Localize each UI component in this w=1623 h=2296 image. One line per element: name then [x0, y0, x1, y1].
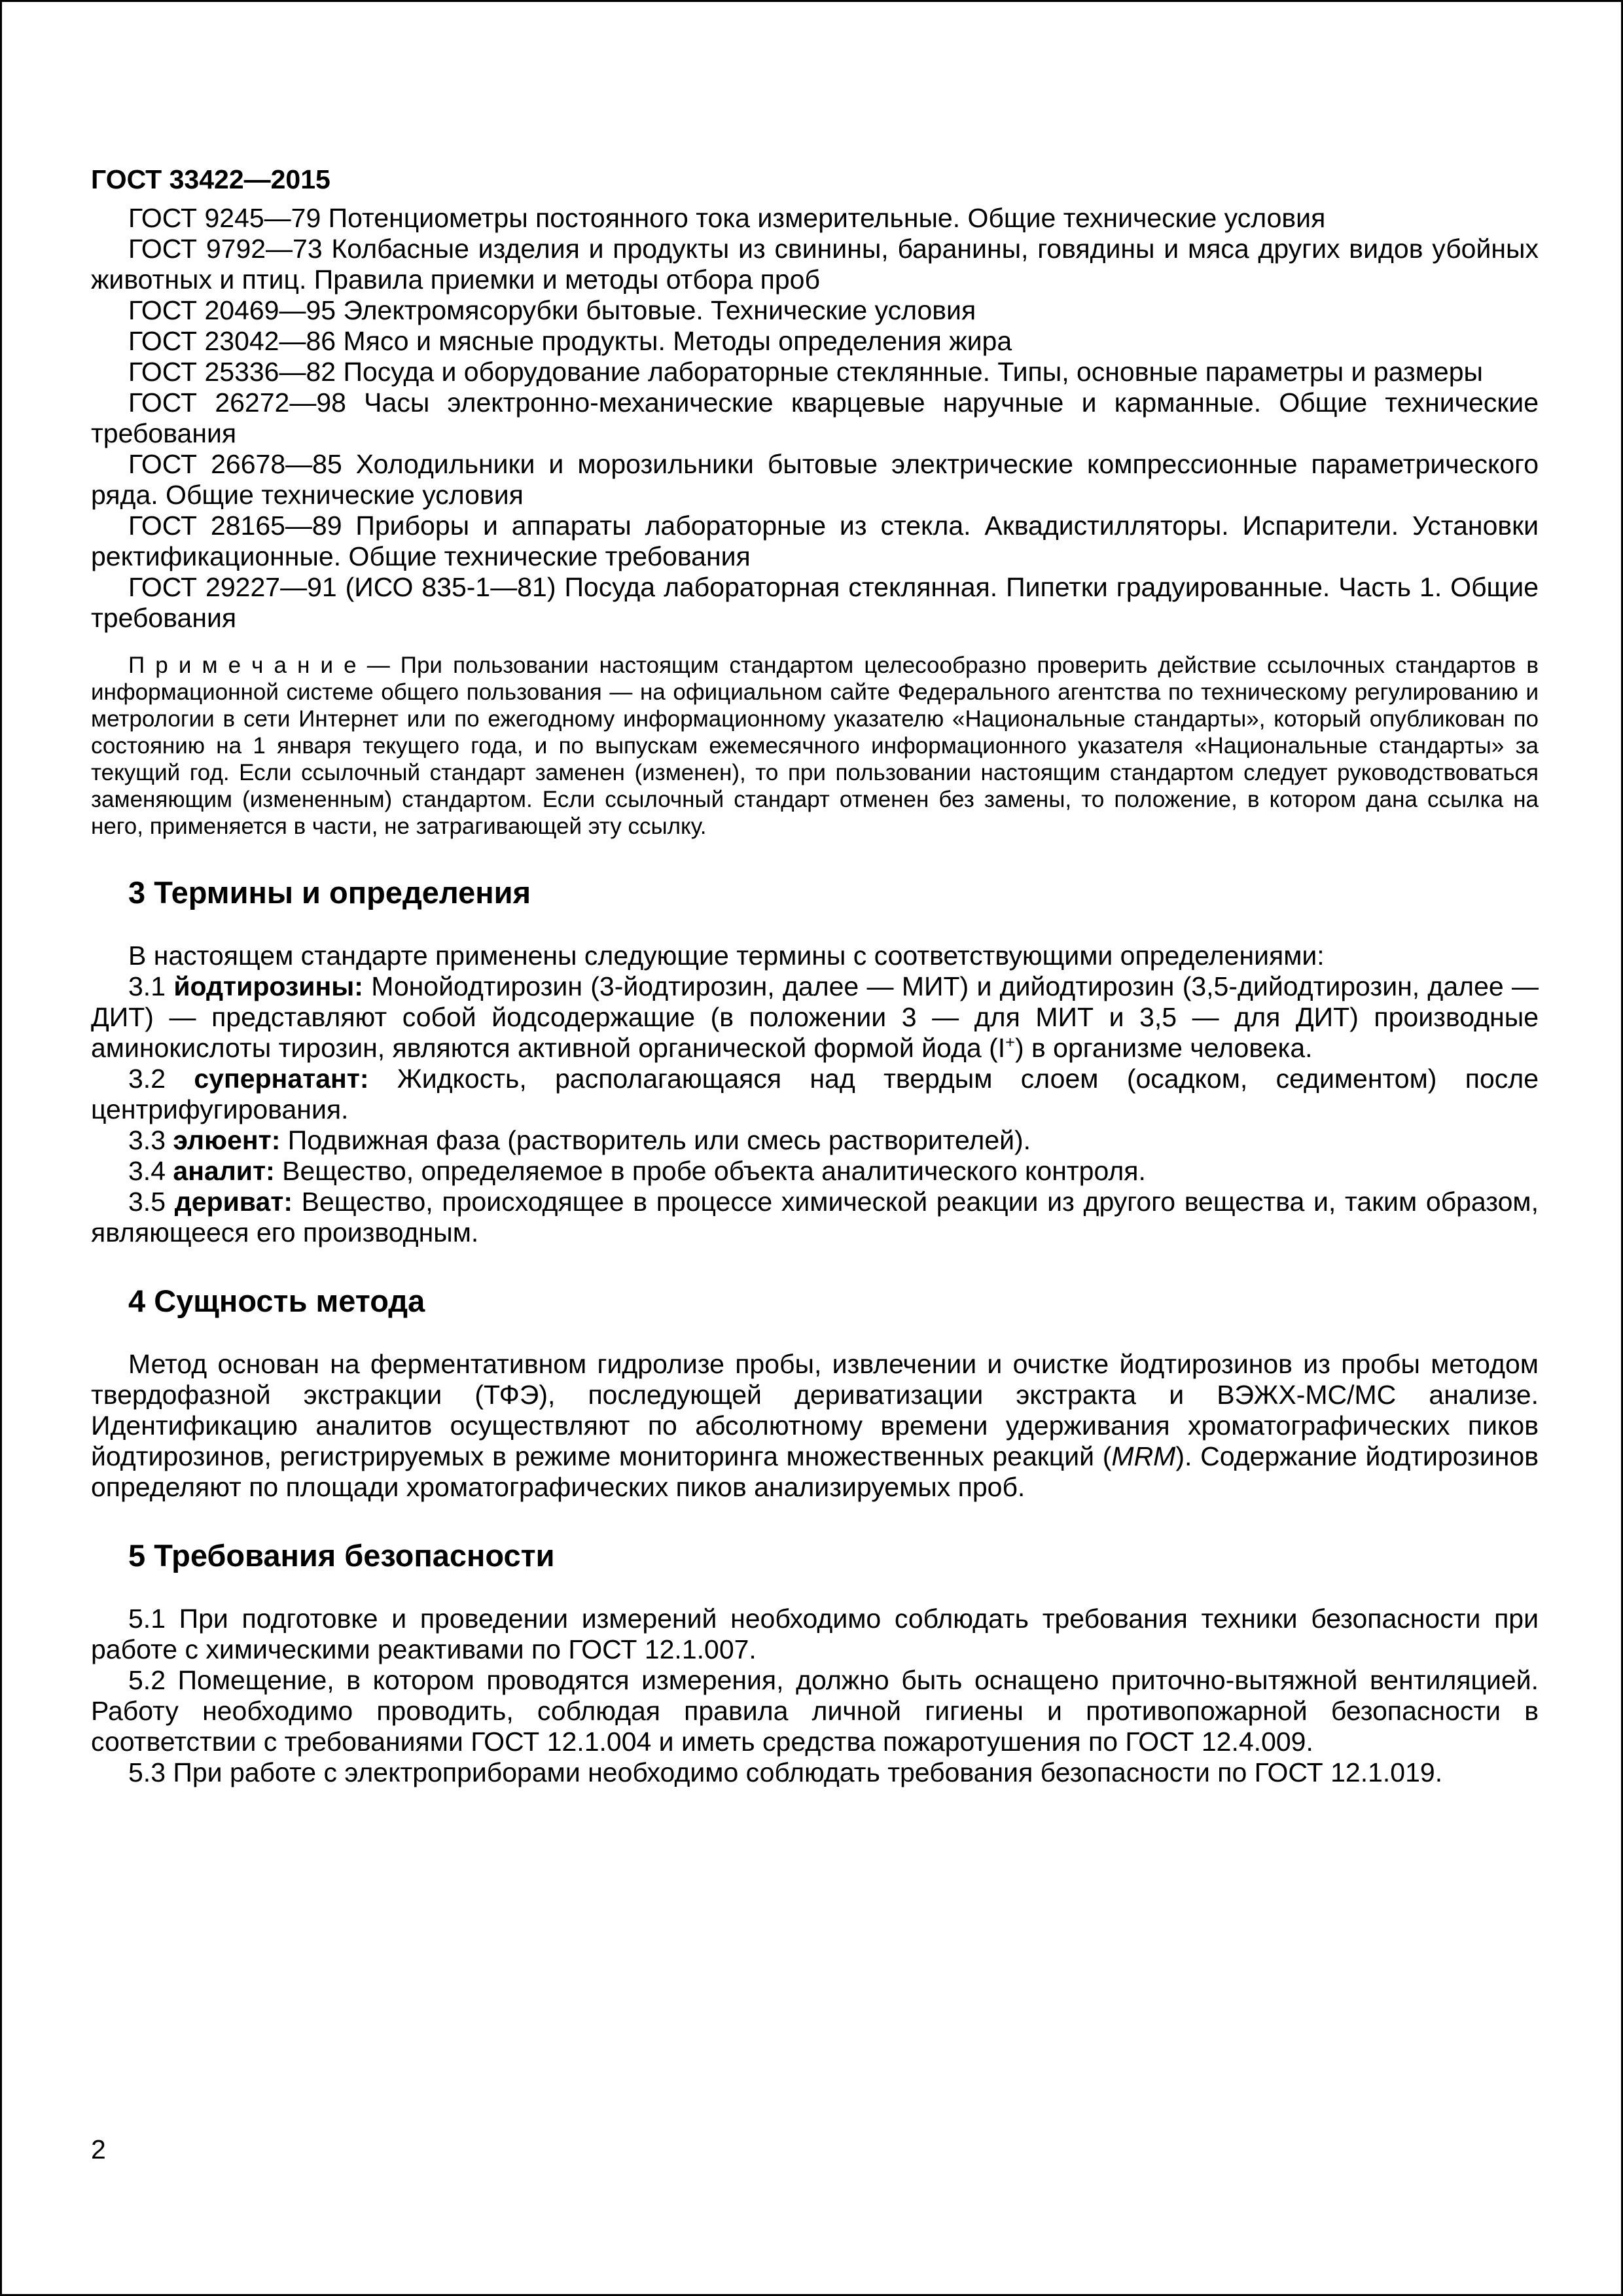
paragraph — [91, 1757, 1539, 1788]
text-run: Подвижная фаза (растворитель или смесь растворителей). — [280, 1125, 1031, 1155]
text-run: П р и м е ч а н и е — При пользовании настоящим стандартом целесообразно проверить действие ссылочных стандартов в информационной системе общего пользования — на официальном сайте Федерального агентства по техническому регулированию и метрологии в сети Интернет или по ежегодному информационному указателю «Национальные стандарты», который опубликован по состоянию на 1 января текущего года, и по выпускам ежемесячного информационного указателя «Национальные стандарты» за текущий год. Если ссылочный стандарт заменен (изменен), то при пользовании настоящим стандартом следует руководствоваться заменяющим (измененным) стандартом. Если ссылочный стандарт отменен без замены, то положение, в котором дана ссылка на него, применяется в части, не затрагивающей эту ссылку. — [91, 653, 1539, 839]
sections — [91, 875, 1539, 1788]
text-run: + — [1005, 1033, 1015, 1052]
reference-item: ГОСТ 9245—79 Потенциометры постоянного тока измерительные. Общие технические условия — [128, 203, 1326, 233]
running-header-doc-code: ГОСТ 33422—2015 — [91, 164, 330, 194]
text-run: 5.3 При работе с электроприборами необходимо соблюдать требования безопасности по ГОСТ 12.1.019. — [128, 1757, 1443, 1787]
paragraph — [91, 1604, 1539, 1665]
text-run: Вещество, происходящее в процессе химической реакции из другого вещества и, таким образом, являющееся его производным. — [91, 1187, 1539, 1247]
reference-item: ГОСТ 9792—73 Колбасные изделия и продукты из свинины, баранины, говядины и мяса других видов убойных животных и птиц. Правила приемки и методы отбора проб — [91, 234, 1539, 295]
page-number: 2 — [91, 2134, 106, 2164]
text-run: элюент: — [173, 1125, 281, 1155]
references-list — [91, 203, 1539, 634]
section — [91, 1283, 1539, 1503]
document-content — [91, 164, 1539, 1788]
section-heading: 4 Сущность метода — [128, 1283, 425, 1318]
section-heading: 3 Термины и определения — [128, 875, 531, 910]
section — [91, 1538, 1539, 1788]
text-run: 3.5 — [128, 1187, 175, 1217]
reference-item: ГОСТ 26678—85 Холодильники и морозильники бытовые электрические компрессионные параметрического ряда. Общие технические условия — [91, 449, 1539, 510]
text-run: аналит: — [173, 1156, 275, 1186]
text-run: 5.2 Помещение, в котором проводятся измерения, должно быть оснащено приточно-вытяжной вентиляцией. Работу необходимо проводить, соблюдая правила личной гигиены и противопожарной безопасности в соответствии с требованиями ГОСТ 12.1.004 и иметь средства пожаротушения по ГОСТ 12.4.009. — [91, 1665, 1539, 1757]
paragraph — [91, 1187, 1539, 1248]
text-run: 5.1 При подготовке и проведении измерений необходимо соблюдать требования техники безопасности при работе с химическими реактивами по ГОСТ 12.1.007. — [91, 1604, 1539, 1664]
paragraph — [91, 971, 1539, 1064]
text-run: Монойодтирозин (3-йодтирозин, далее — МИТ) и дийодтирозин (3,5-дийодтирозин, далее — ДИТ) — представляют собой йодсодержащие (в положении 3 — для МИТ и 3,5 — для ДИТ) производные аминокислоты тирозин, являются активной органической формой йода (I — [91, 971, 1539, 1063]
reference-item: ГОСТ 26272—98 Часы электронно-механические кварцевые наручные и карманные. Общие технические требования — [91, 387, 1539, 448]
text-run: 3.1 — [128, 971, 174, 1001]
paragraph — [91, 941, 1539, 971]
reference-item: ГОСТ 29227—91 (ИСО 835-1—81) Посуда лабораторная стеклянная. Пипетки градуированные. Часть 1. Общие требования — [91, 572, 1539, 633]
text-run: супернатант: — [194, 1064, 369, 1094]
reference-item: ГОСТ 23042—86 Мясо и мясные продукты. Методы определения жира — [128, 326, 1012, 356]
text-run: Жидкость, располагающаяся над твердым слоем (осадком, седиментом) после центрифугирования. — [91, 1064, 1539, 1124]
text-run: 3.2 — [128, 1064, 194, 1094]
section-heading: 5 Требования безопасности — [128, 1538, 555, 1573]
text-run: Вещество, определяемое в пробе объекта аналитического контроля. — [274, 1156, 1146, 1186]
text-run: ). Содержание йодтирозинов определяют по площади хроматографических пиков анализируемых проб. — [91, 1441, 1539, 1502]
reference-item: ГОСТ 28165—89 Приборы и аппараты лабораторные из стекла. Аквадистилляторы. Испарители. Установки ректификационные. Общие технические требования — [91, 511, 1539, 571]
paragraph — [91, 1064, 1539, 1125]
paragraph — [91, 1349, 1539, 1503]
text-run: ) в организме человека. — [1014, 1033, 1313, 1063]
text-run: дериват: — [174, 1187, 293, 1217]
text-run: 3.3 — [128, 1125, 173, 1155]
text-run: Метод основан на ферментативном гидролизе пробы, извлечении и очистке йодтирозинов из пробы методом твердофазной экстракции (ТФЭ), последующей дериватизации экстракта и ВЭЖХ-МС/МС анализе. Идентификацию аналитов осуществляют по абсолютному времени удерживания хроматографических пиков йодтирозинов, регистрируемых в режиме мониторинга множественных реакций ( — [91, 1349, 1539, 1471]
paragraph — [91, 1125, 1539, 1156]
note-paragraph — [91, 652, 1539, 840]
section — [91, 875, 1539, 1248]
text-run: В настоящем стандарте применены следующие термины с соответствующими определениями: — [128, 941, 1325, 971]
reference-item: ГОСТ 25336—82 Посуда и оборудование лабораторные стеклянные. Типы, основные параметры и размеры — [128, 357, 1483, 387]
text-run: MRM — [1111, 1441, 1176, 1471]
paragraph — [91, 1665, 1539, 1757]
text-run: йодтирозины: — [173, 971, 363, 1001]
reference-item: ГОСТ 20469—95 Электромясорубки бытовые. Технические условия — [128, 295, 976, 325]
text-run: 3.4 — [128, 1156, 173, 1186]
paragraph — [91, 1156, 1539, 1187]
